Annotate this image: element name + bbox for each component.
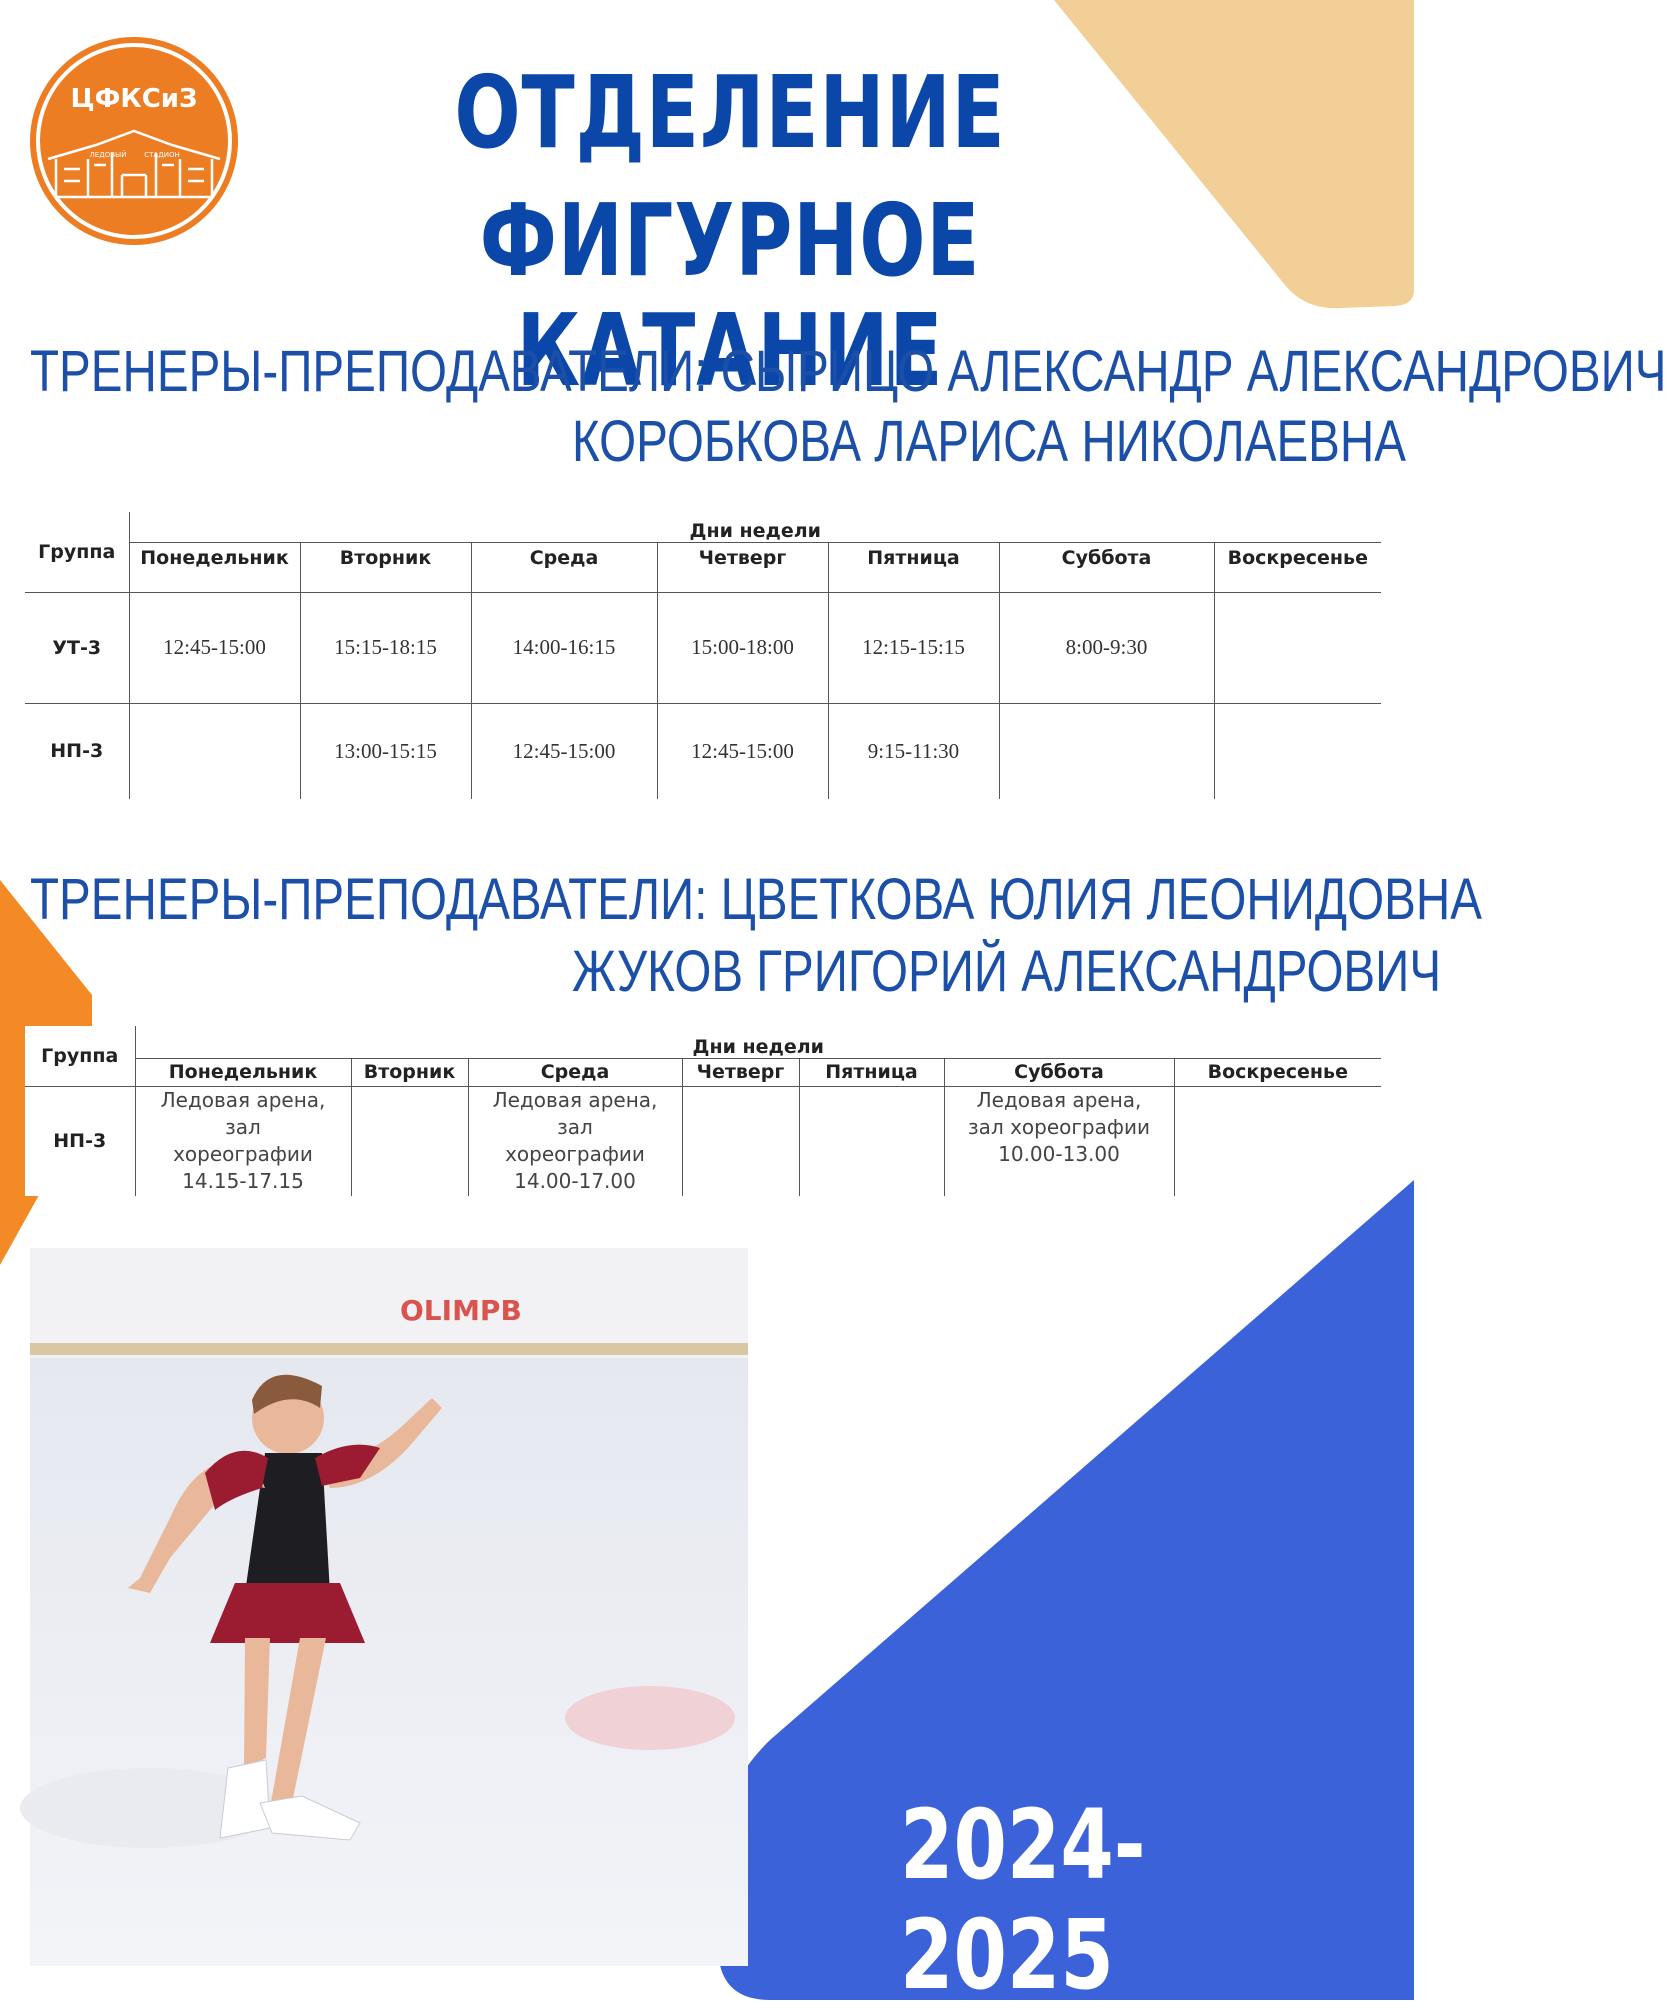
svg-text:ЛЕДОВЫЙ: ЛЕДОВЫЙ — [89, 151, 127, 159]
group-column-header: Группа — [25, 1026, 135, 1086]
table-row — [25, 1086, 1381, 1196]
day-header: Суббота — [999, 542, 1214, 592]
group-cell: НП-3 — [25, 1086, 135, 1196]
svg-text:OLIMPB: OLIMPB — [400, 1294, 522, 1327]
svg-text:ЦФКСиЗ: ЦФКСиЗ — [70, 84, 198, 114]
time-cell: 9:15-11:30 — [828, 703, 999, 799]
season-years: 2024-2025 — [900, 1789, 1146, 2011]
coach-name-2b: ЖУКОВ ГРИГОРИЙ АЛЕКСАНДРОВИЧ — [572, 939, 1442, 1004]
coaches-heading-2 — [30, 868, 1482, 932]
day-header: Воскресенье — [1174, 1058, 1381, 1086]
time-cell — [999, 703, 1214, 799]
cell-line: Ледовая арена, — [976, 1087, 1142, 1112]
coaches-heading-1 — [30, 340, 1667, 404]
day-header: Пятница — [828, 542, 999, 592]
cell-line: Ледовая арена, — [160, 1087, 326, 1112]
schedule-cell — [799, 1086, 944, 1196]
day-header: Пятница — [799, 1058, 944, 1086]
day-header: Четверг — [657, 542, 828, 592]
day-header: Среда — [468, 1058, 682, 1086]
days-header: Дни недели — [135, 1026, 1381, 1058]
day-header: Понедельник — [129, 542, 300, 592]
schedule-cell — [351, 1086, 468, 1196]
day-header: Четверг — [682, 1058, 799, 1086]
group-cell: НП-3 — [25, 703, 129, 799]
cell-line: хореографии — [173, 1141, 313, 1166]
schedule-cell — [468, 1086, 682, 1196]
cell-line: зал — [557, 1114, 593, 1139]
table-row — [25, 592, 1381, 703]
time-cell: 15:00-18:00 — [657, 592, 828, 703]
day-header: Вторник — [300, 542, 471, 592]
coach-name-2: КОРОБКОВА ЛАРИСА НИКОЛАЕВНА — [572, 409, 1406, 474]
cell-line: зал хореографии — [968, 1114, 1150, 1139]
coach-name: СЫРИЦО АЛЕКСАНДР АЛЕКСАНДРОВИЧ — [720, 339, 1667, 404]
cell-line: 10.00-13.00 — [998, 1141, 1120, 1166]
schedule-cell — [1174, 1086, 1381, 1196]
day-header: Суббота — [944, 1058, 1174, 1086]
cell-line: 14.15-17.15 — [182, 1168, 304, 1193]
time-cell — [1214, 703, 1381, 799]
time-cell: 8:00-9:30 — [999, 592, 1214, 703]
table-row — [25, 703, 1381, 799]
time-cell — [129, 703, 300, 799]
coaches-label: ТРЕНЕРЫ-ПРЕПОДАВАТЕЛИ: — [30, 867, 708, 932]
cell-line: Ледовая арена, — [492, 1087, 658, 1112]
time-cell: 12:45-15:00 — [657, 703, 828, 799]
coaches-label: ТРЕНЕРЫ-ПРЕПОДАВАТЕЛИ: — [30, 339, 708, 404]
schedule-cell — [135, 1086, 351, 1196]
group-column-header: Группа — [25, 512, 129, 592]
time-cell: 13:00-15:15 — [300, 703, 471, 799]
group-cell: УТ-3 — [25, 592, 129, 703]
time-cell: 15:15-18:15 — [300, 592, 471, 703]
time-cell: 12:45-15:00 — [129, 592, 300, 703]
svg-text:СТАДИОН: СТАДИОН — [144, 151, 180, 159]
day-header: Воскресенье — [1214, 542, 1381, 592]
coach-name: ЦВЕТКОВА ЮЛИЯ ЛЕОНИДОВНА — [720, 867, 1482, 932]
days-header: Дни недели — [129, 512, 1381, 542]
schedule-table-1 — [25, 512, 1381, 799]
schedule-cell — [944, 1086, 1174, 1196]
page-title-line1: ОТДЕЛЕНИЕ — [454, 54, 1006, 171]
club-logo — [28, 35, 240, 247]
skater-photo — [30, 1248, 748, 1966]
time-cell: 12:45-15:00 — [471, 703, 657, 799]
day-header: Понедельник — [135, 1058, 351, 1086]
time-cell: 14:00-16:15 — [471, 592, 657, 703]
schedule-table-2 — [25, 1026, 1381, 1196]
page-title-line2: ФИГУРНОЕ КАТАНИЕ — [479, 182, 981, 409]
day-header: Среда — [471, 542, 657, 592]
cell-line: хореографии — [505, 1141, 645, 1166]
schedule-cell — [682, 1086, 799, 1196]
day-header: Вторник — [351, 1058, 468, 1086]
time-cell: 12:15-15:15 — [828, 592, 999, 703]
cell-line: зал — [225, 1114, 261, 1139]
cell-line: 14.00-17.00 — [514, 1168, 636, 1193]
time-cell — [1214, 592, 1381, 703]
